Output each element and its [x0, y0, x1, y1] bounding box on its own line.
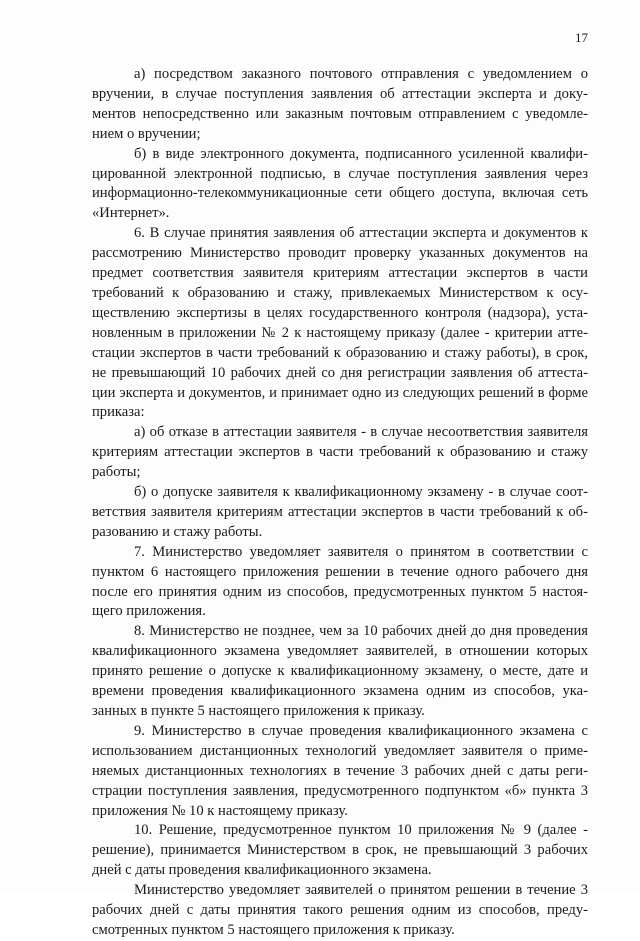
paragraph-5b: б) в виде электронного документа, подписанного усиленной квалифицированной электронной подписью, в случае поступления заявления через информационно-телекоммуникационные сети общего доступа, включая сеть «Интернет».	[92, 145, 588, 222]
paragraph-6: 6. В случае принятия заявления об аттестации эксперта и документов к рассмотрению Министерство проводит проверку указанных документов на предмет соответствия заявителя критериям аттестации экспертов в части требований к образованию и стажу, привлекаемых Министерством к осуществлению экспертизы в целях государственного контроля (надзора), установленным в приложении № 2 к настоящему приказу (далее - критерии аттестации экспертов в части требований к образованию и стажу работы), в срок, не превышающий 10 рабочих дней со дня регистрации заявления об аттестации эксперта и документов, и принимает одно из следующих решений в форме приказа:	[92, 225, 588, 421]
paragraph-6a: а) об отказе в аттестации заявителя - в случае несоответствия заявителя критериям аттестации экспертов в части требований к образованию и стажу работы;	[92, 424, 588, 481]
paragraph-6b: б) о допуске заявителя к квалификационному экзамену - в случае соответствия заявителя критериям аттестации экспертов в части требований к образованию и стажу работы.	[92, 484, 588, 540]
document-body	[92, 65, 588, 941]
paragraph-10-notice: Министерство уведомляет заявителей о принятом решении в течение 3 рабочих дней с даты принятия такого решения одним из способов, предусмотренных пунктом 5 настоящего приложения к приказу.	[92, 882, 588, 938]
paragraph-7: 7. Министерство уведомляет заявителя о принятом в соответствии с пунктом 6 настоящего приложения решении в течение одного рабочего дня после его принятия одним из способов, предусмотренных пунктом 5 настоящего приложения.	[92, 543, 588, 620]
paragraph-10: 10. Решение, предусмотренное пунктом 10 приложения № 9 (далее - решение), принимается Министерством в срок, не превышающий 3 рабочих дней с даты проведения квалификационного экзамена.	[92, 822, 588, 879]
paragraph-9: 9. Министерство в случае проведения квалификационного экзамена с использованием дистанционных технологий уведомляет заявителя о применяемых дистанционных технологиях в течение 3 рабочих дней с даты регистрации поступления заявления, предусмотренного подпунктом «б» пункта 3 приложения № 10 к настоящему приказу.	[92, 722, 588, 819]
paragraph-8: 8. Министерство не позднее, чем за 10 рабочих дней до дня проведения квалификационного экзамена уведомляет заявителей, в отношении которых принято решение о допуске к квалификационному экзамену, о месте, дате и времени проведения квалификационного экзамена одним из способов, указанных в пункте 5 настоящего приложения к приказу.	[92, 623, 588, 719]
paragraph-5a: а) посредством заказного почтового отправления с уведомлением о вручении, в случае поступления заявления об аттестации эксперта и документов непосредственно или заказным почтовым отправлением с уведомлением о вручении;	[92, 66, 588, 142]
page-number: 17	[575, 30, 588, 45]
